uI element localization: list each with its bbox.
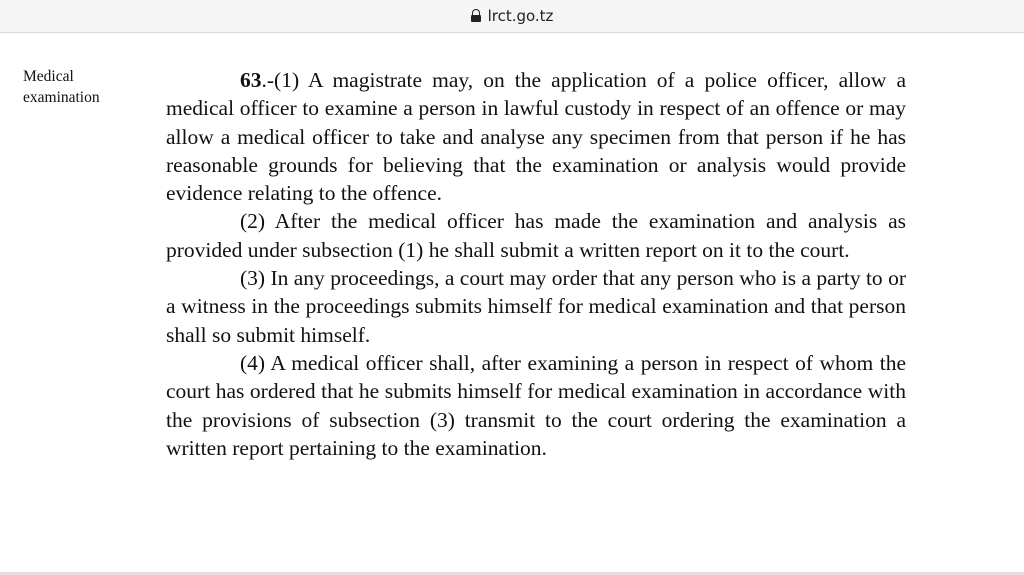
margin-note xyxy=(23,66,143,108)
url-text[interactable]: lrct.go.tz xyxy=(487,7,554,25)
browser-address-bar[interactable] xyxy=(0,0,1024,33)
paragraph-4: (4) A medical officer shall, after examining a person in respect of whom the court has ordered that he submits himself for medical examination in accordance with the provisions of subsection (3) transmit to the court ordering the examination a written report pertaining to the examination. xyxy=(166,350,906,460)
paragraph-3: (3) In any proceedings, a court may order that any person who is a party to or a witness in the proceedings submits himself for medical examination and that person shall so submit himself. xyxy=(166,266,906,347)
paragraph-1-text: .-(1) A magistrate may, on the application of a police officer, allow a medical officer to examine a person in lawful custody in respect of an offence or may allow a medical officer to take and analyse any specimen from that person if he has reasonable grounds for believing that the examination or analysis would provide evidence relating to the offence. xyxy=(166,68,906,206)
lock-icon xyxy=(471,9,481,22)
url-display[interactable] xyxy=(0,6,1024,26)
margin-note-line-2: examination xyxy=(23,89,100,106)
margin-note-line-1: Medical xyxy=(23,68,74,85)
section-number: 63 xyxy=(240,68,262,92)
paragraph-2: (2) After the medical officer has made the examination and analysis as provided under subsection (1) he shall submit a written report on it to the court. xyxy=(166,209,906,262)
paragraph-1 xyxy=(166,66,906,207)
section-63 xyxy=(166,66,906,462)
